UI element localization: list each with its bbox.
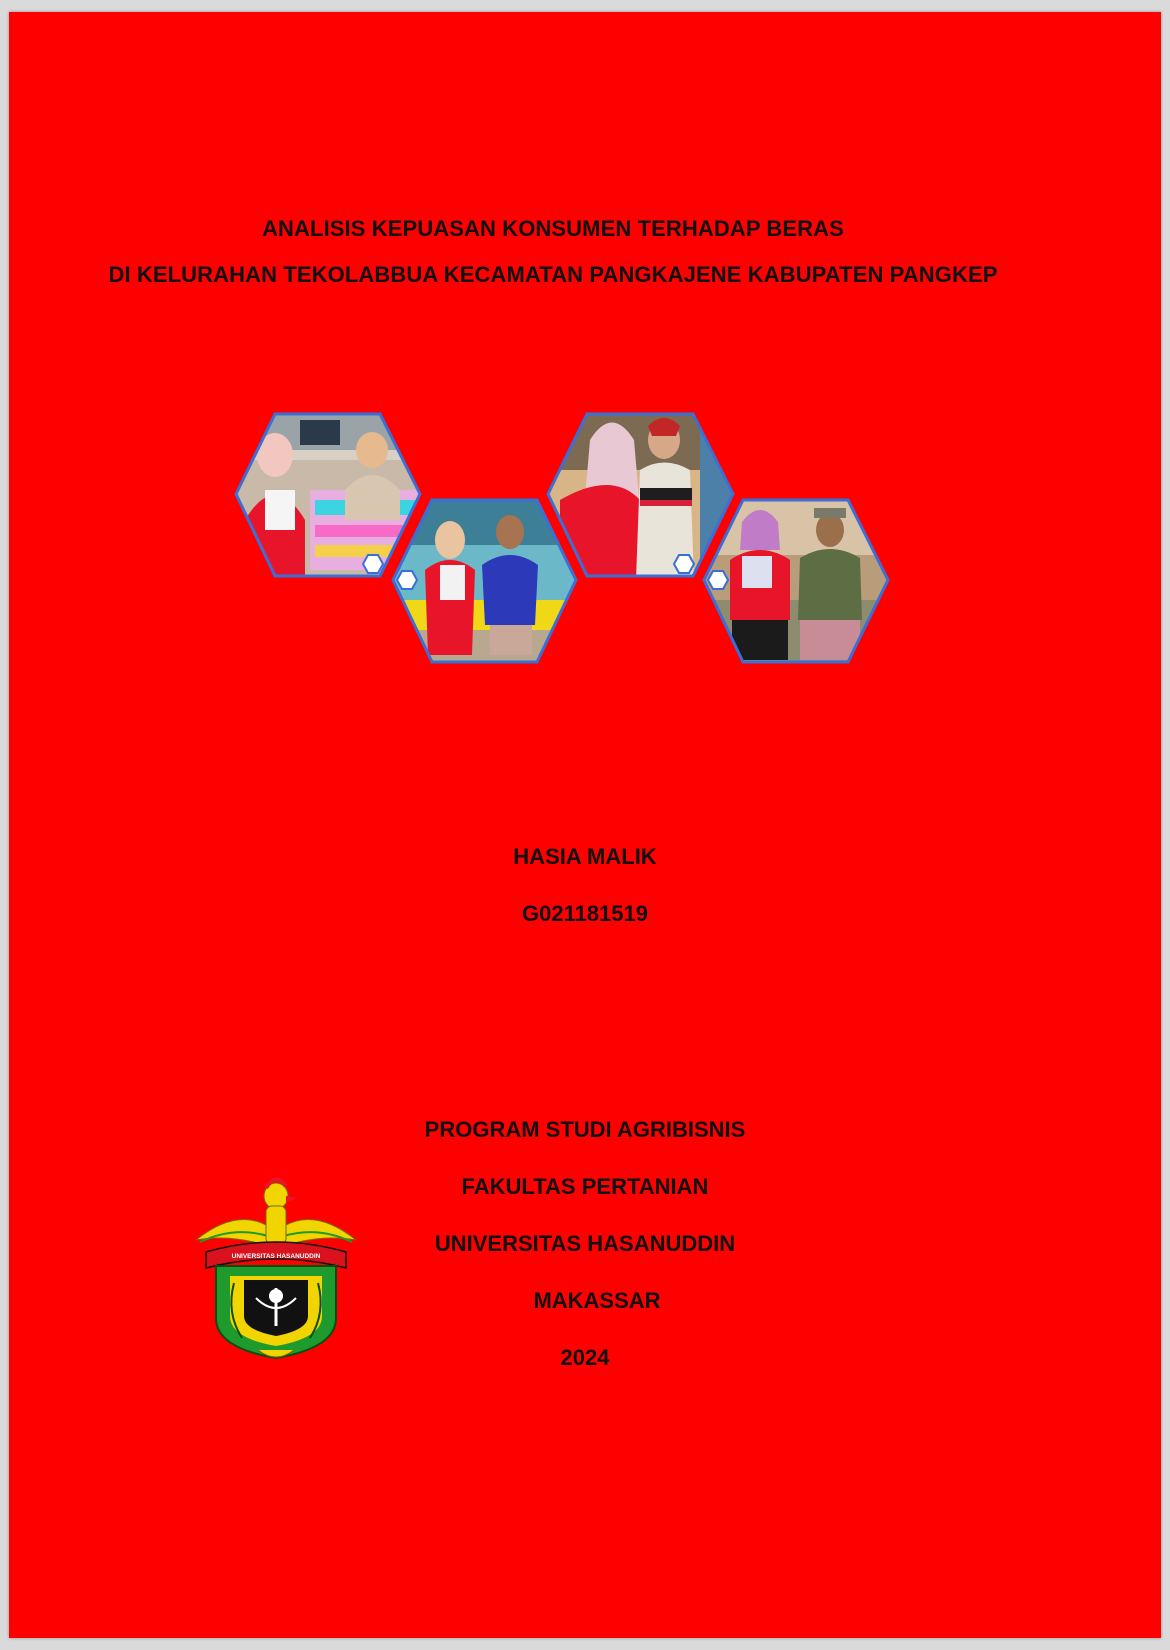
photo-shop-interview [230, 410, 430, 580]
city-name: MAKASSAR [533, 1288, 661, 1313]
year: 2024 [560, 1345, 610, 1370]
author-name: HASIA MALIK [513, 844, 657, 869]
university-name: UNIVERSITAS HASANUDDIN [434, 1231, 736, 1256]
university-crest-icon [186, 1168, 366, 1368]
faculty-name: FAKULTAS PERTANIAN [461, 1174, 709, 1199]
photo-two-women [540, 410, 740, 580]
crest-banner-text: UNIVERSITAS HASANUDDIN [231, 1253, 321, 1260]
student-id: G021181519 [521, 901, 649, 926]
title-line-2: DI KELURAHAN TEKOLABBUA KECAMATAN PANGKAJENE KABUPATEN PANGKEP [108, 262, 998, 287]
title-line-1: ANALISIS KEPUASAN KONSUMEN TERHADAP BERAS [262, 216, 844, 241]
program-name: PROGRAM STUDI AGRIBISNIS [424, 1117, 746, 1142]
photo-two-people-standing [385, 495, 585, 670]
photo-seated-elder [696, 495, 896, 670]
